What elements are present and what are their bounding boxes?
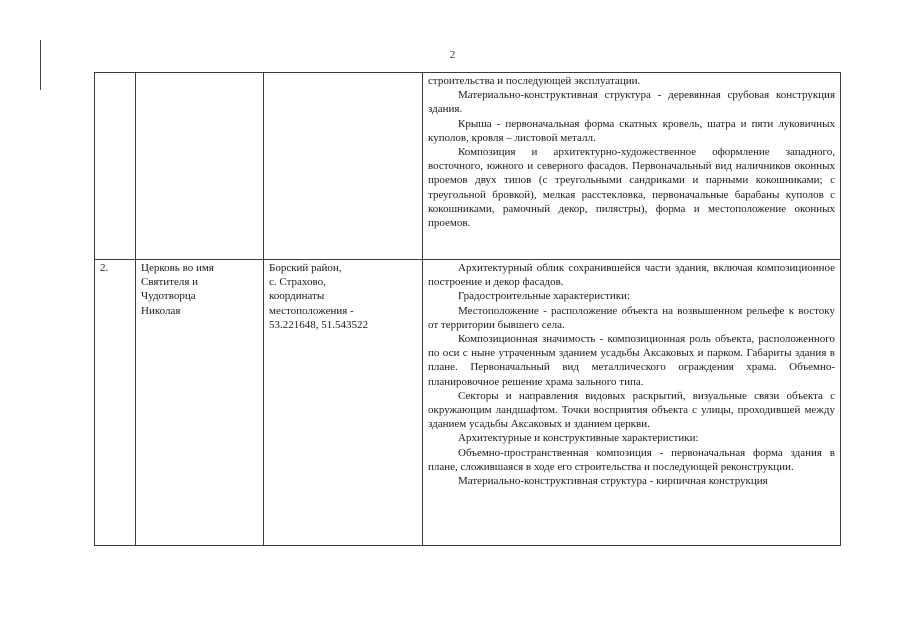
object-location-cell: [264, 73, 423, 260]
object-description-cell: [423, 73, 841, 260]
object-name-cell: [136, 260, 264, 546]
object-name-line: Церковь во имя: [141, 262, 214, 274]
description-subheading: Градостроительные характеристики:: [458, 290, 630, 303]
coordinates-text: 53.221648, 51.543522: [269, 318, 368, 331]
object-name-line: Николая: [141, 304, 181, 317]
location-line: с. Страхово,: [269, 276, 326, 289]
objects-table: [94, 72, 841, 546]
description-paragraph: Объемно-пространственная композиция - первоначальная форма здания в плане, сложившаяся в ходе его строительства и последующей реконструкции.: [428, 446, 835, 473]
description-paragraph: Композиционная значимость - композиционная роль объекта, расположенного по оси с ныне утраченным зданием усадьбы Аксаковых и парком. Габариты здания в плане. Первоначальный вид металлического ограждения храма. Объемно-планировочное решение храма зального типа.: [428, 333, 835, 388]
table-row: [95, 260, 841, 546]
object-description-cell: [423, 260, 841, 546]
page-number: 2: [449, 49, 456, 61]
description-paragraph: строительства и последующей эксплуатации.: [428, 75, 641, 87]
object-location-cell: [264, 260, 423, 546]
left-margin-rule: [40, 40, 41, 90]
description-paragraph: Материально-конструктивная структура - кирпичная конструкция: [458, 475, 768, 488]
table-row: [95, 73, 841, 260]
description-subheading: Архитектурные и конструктивные характеристики:: [458, 432, 699, 445]
description-paragraph: Архитектурный облик сохранившейся части здания, включая композиционное построение и декор фасадов.: [428, 262, 835, 289]
description-paragraph: Крыша - первоначальная форма скатных кровель, шатра и пяти луковичных куполов, кровля – листовой металл.: [428, 117, 835, 144]
location-line: координаты: [269, 290, 325, 303]
location-line: Борский район,: [269, 262, 342, 274]
location-line: местоположения -: [269, 304, 354, 317]
object-name-cell: [136, 73, 264, 260]
description-paragraph: Композиция и архитектурно-художественное оформление западного, восточного, южного и северного фасадов. Первоначальный вид наличников оконных проемов двух типов (с треугольными сандриками и парными кокошниками; с треугольной бровкой), мелкая расстекловка, первоначальные барабаны куполов с кокошниками, рамочный декор, пилястры), форма и местоположение оконных проемов.: [428, 146, 835, 230]
description-paragraph: Секторы и направления видовых раскрытий, визуальные связи объекта с окружающим ландшафтом. Точки восприятия объекта с улицы, проходившей между зданием усадьбы Аксаковых и зданием церкви.: [428, 389, 835, 431]
row-number-cell: 2.: [95, 260, 136, 546]
object-name-line: Чудотворца: [141, 290, 196, 303]
object-name-line: Святителя и: [141, 276, 199, 289]
description-paragraph: Материально-конструктивная структура - деревянная срубовая конструкция здания.: [428, 89, 835, 116]
row-number-cell: [95, 73, 136, 260]
description-paragraph: Местоположение - расположение объекта на возвышенном рельефе к востоку от территории бывшего села.: [428, 304, 835, 331]
